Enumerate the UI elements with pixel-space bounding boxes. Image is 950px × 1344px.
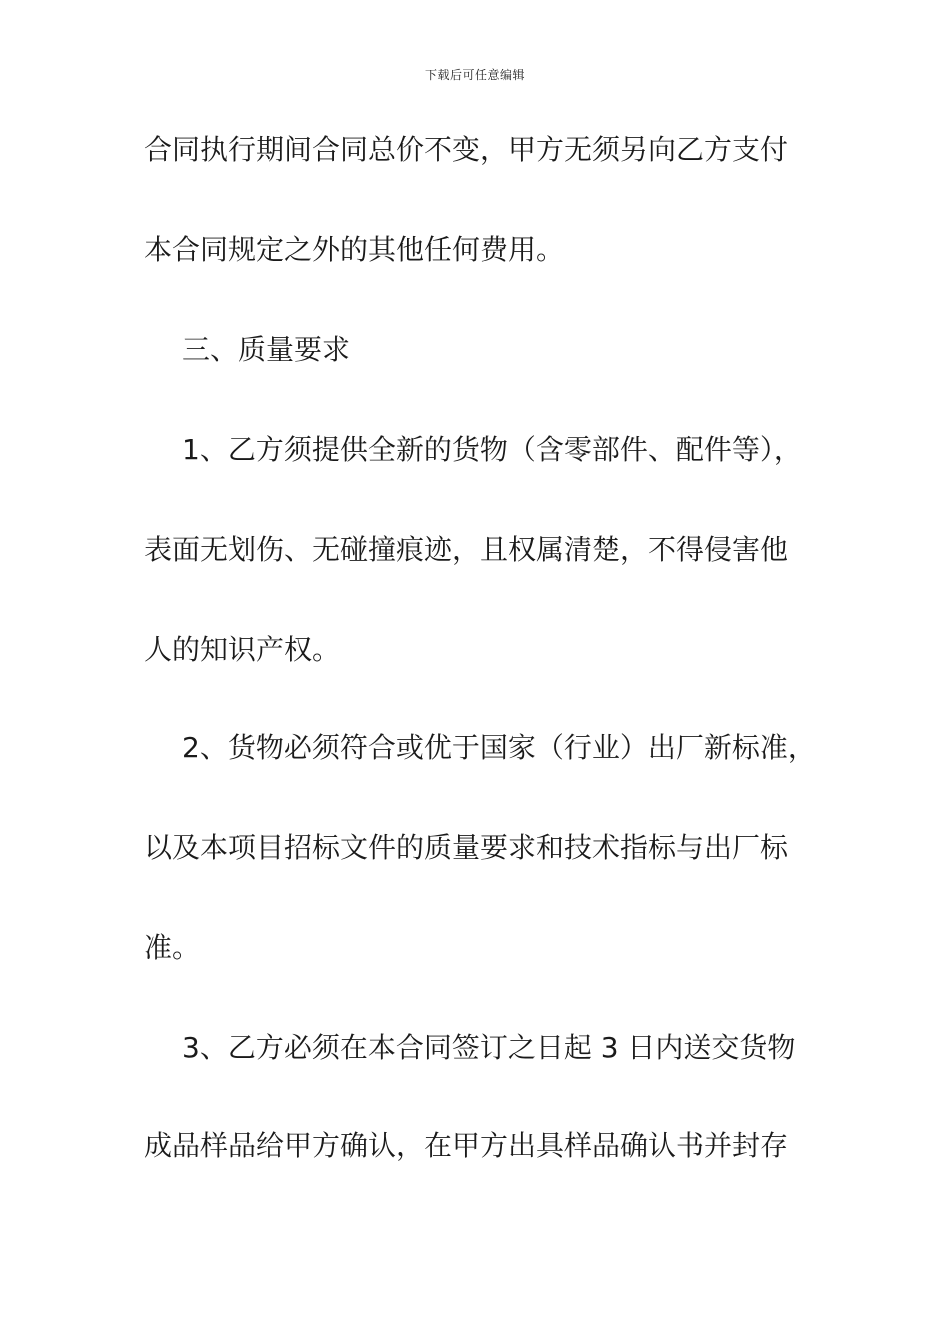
body-line: 表面无划伤、无碰撞痕迹，且权属清楚，不得侵害他 [144,533,789,566]
body-line: 合同执行期间合同总价不变，甲方无须另向乙方支付 [144,133,789,166]
body-line: 本合同规定之外的其他任何费用。 [144,233,565,266]
body-line: 3、乙方必须在本合同签订之日起 3 日内送交货物 [182,1031,796,1064]
section-heading: 三、质量要求 [182,333,351,366]
page-header-note: 下载后可任意编辑 [424,68,525,82]
body-line: 2、货物必须符合或优于国家（行业）出厂新标准， [182,731,816,764]
body-line: 以及本项目招标文件的质量要求和技术指标与出厂标 [144,831,789,864]
body-line: 人的知识产权。 [144,633,341,666]
body-line: 成品样品给甲方确认，在甲方出具样品确认书并封存 [144,1129,789,1162]
body-line: 1、乙方须提供全新的货物（含零部件、配件等）， [182,433,802,466]
body-line: 准。 [144,931,201,964]
